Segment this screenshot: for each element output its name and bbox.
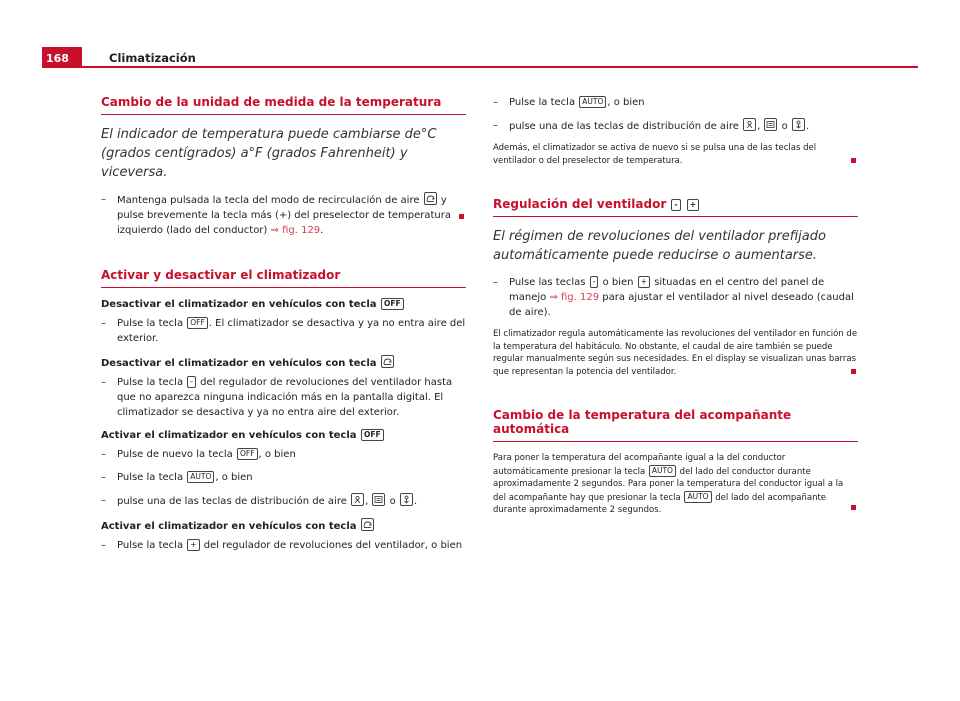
list-item: – Pulse la tecla + del regulador de revoluciones del ventilador, o bien (101, 540, 463, 551)
end-of-section-icon (851, 505, 856, 510)
list-item: – Pulse la tecla - del regulador de revoluciones del ventilador hasta que no aparezca ninguna indicación más en la pantalla digital. El climatizador se desactiva y ya no entra aire del exterior. (101, 377, 453, 418)
subheading: Activar el climatizador en vehículos con tecla OFF (101, 429, 466, 441)
vent-face-icon (743, 118, 756, 131)
note-paragraph: El climatizador regula automáticamente las revoluciones del ventilador en función de la temperatura del habitáculo. No obstante, el caudal de aire también se puede regular manualmente según sus necesidades. En el display se visualizan unas barras que representan la potencia del ventilador. (493, 329, 858, 377)
chapter-title: Climatización (109, 51, 196, 65)
header-rule (42, 66, 918, 68)
section-title-temp-unit: Cambio de la unidad de medida de la temperatura (101, 95, 466, 115)
section-lead-temp-unit: El indicador de temperatura puede cambiarse de°C (grados centígrados) a°F (grados Fahrenheit) y viceversa. (101, 127, 437, 180)
subheading: Desactivar el climatizador en vehículos con tecla (101, 355, 466, 369)
subheading: Desactivar el climatizador en vehículos con tecla OFF (101, 298, 466, 310)
plus-key: + (687, 199, 699, 211)
right-column (493, 95, 858, 525)
vent-face-icon (351, 493, 364, 506)
list-item: – Mantenga pulsada la tecla del modo de recirculación de aire y pulse brevemente la tecla más (+) del preselector de temperatura izquierdo (lado del conductor) ⇒ fig. 129. (101, 192, 466, 238)
vent-feet-icon (792, 118, 805, 131)
list-item: – Pulse la tecla AUTO , o bien (101, 472, 253, 483)
note-paragraph: Además, el climatizador se activa de nuevo si se pulsa una de las teclas del ventilador o del preselector de temperatura. (493, 142, 858, 167)
defrost-windshield-icon (372, 493, 385, 506)
left-column (101, 95, 466, 561)
plus-key: + (187, 539, 199, 551)
off-key: OFF (237, 448, 258, 460)
section-title-passenger-temp: Cambio de la temperatura del acompañante automática (493, 408, 858, 442)
off-key: OFF (361, 429, 384, 441)
list-item: – pulse una de las teclas de distribución de aire , o . (493, 120, 810, 132)
auto-key: AUTO (187, 471, 214, 483)
recirculation-icon (361, 518, 374, 531)
figure-link[interactable]: ⇒ fig. 129 (549, 292, 600, 303)
minus-key: - (590, 276, 599, 288)
end-of-section-icon (459, 214, 464, 219)
plus-key: + (638, 276, 650, 288)
page-number: 168 (46, 52, 69, 65)
section-title-on-off: Activar y desactivar el climatizador (101, 268, 466, 288)
list-item: – Pulse de nuevo la tecla OFF , o bien (101, 449, 296, 460)
section-lead-fan: El régimen de revoluciones del ventilador prefijado automáticamente puede reducirse o aumentarse. (493, 229, 826, 263)
end-of-section-icon (851, 369, 856, 374)
recirculation-icon (381, 355, 394, 368)
auto-key: AUTO (649, 465, 676, 477)
list-item: – Pulse la tecla AUTO , o bien (493, 97, 645, 108)
body-paragraph: Para poner la temperatura del acompañante igual a la del conductor automáticamente presionar la tecla AUTO del lado del conductor durante aproximadamente 2 segundos. Para poner la temperatura del conductor igual a la del acompañante hay que presionar la tecla AUTO del lado del acompañante durante aproximadamente 2 segundos. (493, 452, 858, 517)
minus-key: - (187, 376, 196, 388)
defrost-windshield-icon (764, 118, 777, 131)
recirculation-icon (424, 192, 437, 205)
auto-key: AUTO (579, 96, 606, 108)
list-item: – Pulse la tecla OFF . El climatizador se desactiva y ya no entra aire del exterior. (101, 318, 466, 344)
list-item: – Pulse las teclas - o bien + situadas en el centro del panel de manejo ⇒ fig. 129 para ajustar el ventilador al nivel deseado (caudal de aire). (493, 277, 854, 318)
end-of-section-icon (851, 158, 856, 163)
auto-key: AUTO (684, 491, 711, 503)
figure-link[interactable]: ⇒ fig. 129 (270, 225, 321, 236)
off-key: OFF (187, 317, 208, 329)
minus-key: - (671, 199, 680, 211)
off-key: OFF (381, 298, 404, 310)
section-title-fan: Regulación del ventilador - + (493, 197, 858, 217)
list-item: – pulse una de las teclas de distribución de aire , o . (101, 495, 418, 507)
vent-feet-icon (400, 493, 413, 506)
subheading: Activar el climatizador en vehículos con tecla (101, 518, 466, 532)
